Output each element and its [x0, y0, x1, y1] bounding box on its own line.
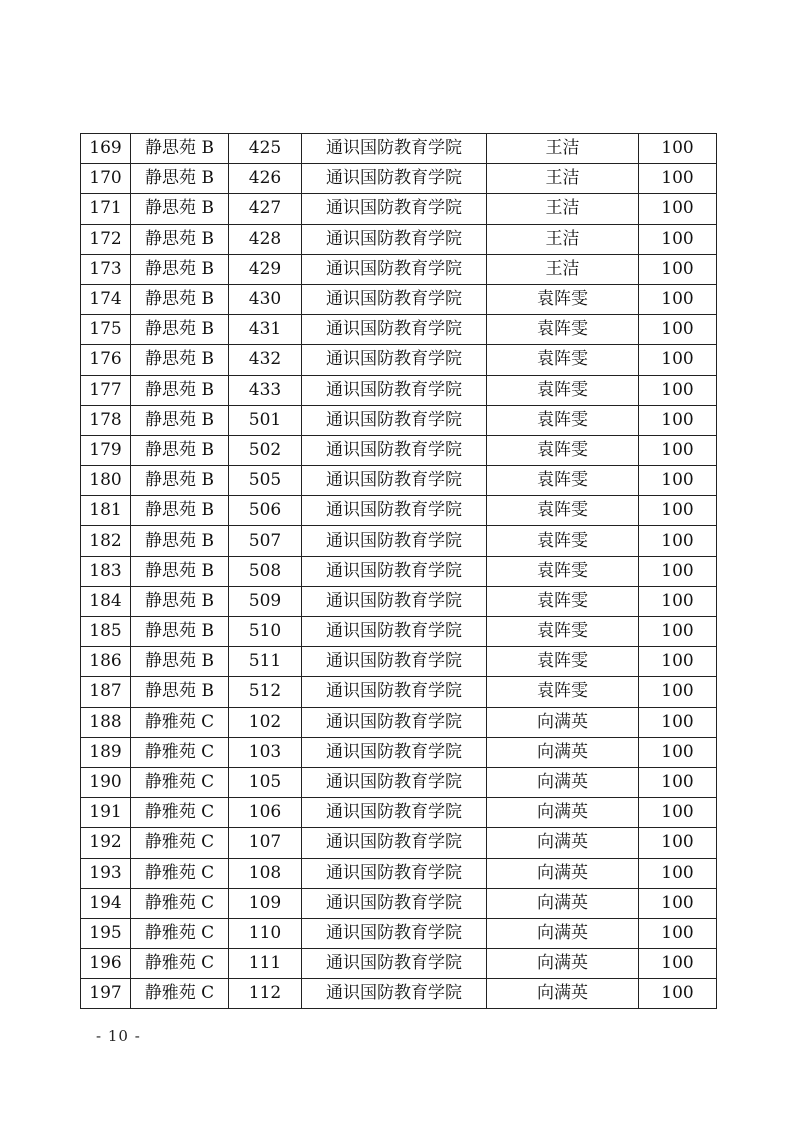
room-number-cell: 506: [229, 496, 302, 526]
person-cell: 向满英: [487, 858, 639, 888]
room-number-cell: 511: [229, 647, 302, 677]
score-cell: 100: [639, 918, 717, 948]
room-number-cell: 427: [229, 194, 302, 224]
building-cell: 静雅苑 C: [131, 707, 229, 737]
college-cell: 通识国防教育学院: [302, 284, 487, 314]
table-row: [81, 284, 717, 314]
score-cell: 100: [639, 254, 717, 284]
college-cell: 通识国防教育学院: [302, 375, 487, 405]
room-number-cell: 507: [229, 526, 302, 556]
room-number-cell: 510: [229, 617, 302, 647]
building-cell: 静雅苑 C: [131, 918, 229, 948]
building-cell: 静雅苑 C: [131, 858, 229, 888]
person-cell: 袁阵雯: [487, 466, 639, 496]
room-number-cell: 509: [229, 586, 302, 616]
college-cell: 通识国防教育学院: [302, 224, 487, 254]
building-cell: 静思苑 B: [131, 134, 229, 164]
room-number-cell: 431: [229, 315, 302, 345]
row-number-cell: 185: [81, 617, 131, 647]
table-row: [81, 435, 717, 465]
college-cell: 通识国防教育学院: [302, 617, 487, 647]
room-number-cell: 508: [229, 556, 302, 586]
college-cell: 通识国防教育学院: [302, 798, 487, 828]
building-cell: 静思苑 B: [131, 556, 229, 586]
row-number-cell: 189: [81, 737, 131, 767]
building-cell: 静雅苑 C: [131, 737, 229, 767]
person-cell: 袁阵雯: [487, 526, 639, 556]
table-body: [81, 134, 717, 1009]
row-number-cell: 179: [81, 435, 131, 465]
person-cell: 向满英: [487, 828, 639, 858]
building-cell: 静思苑 B: [131, 254, 229, 284]
score-cell: 100: [639, 767, 717, 797]
row-number-cell: 170: [81, 164, 131, 194]
table-row: [81, 164, 717, 194]
room-number-cell: 109: [229, 888, 302, 918]
row-number-cell: 196: [81, 949, 131, 979]
row-number-cell: 169: [81, 134, 131, 164]
college-cell: 通识国防教育学院: [302, 858, 487, 888]
score-cell: 100: [639, 526, 717, 556]
room-number-cell: 103: [229, 737, 302, 767]
building-cell: 静思苑 B: [131, 677, 229, 707]
college-cell: 通识国防教育学院: [302, 586, 487, 616]
room-number-cell: 433: [229, 375, 302, 405]
college-cell: 通识国防教育学院: [302, 828, 487, 858]
table-row: [81, 375, 717, 405]
person-cell: 袁阵雯: [487, 586, 639, 616]
row-number-cell: 197: [81, 979, 131, 1009]
person-cell: 向满英: [487, 737, 639, 767]
table-row: [81, 254, 717, 284]
college-cell: 通识国防教育学院: [302, 767, 487, 797]
score-cell: 100: [639, 224, 717, 254]
building-cell: 静思苑 B: [131, 496, 229, 526]
building-cell: 静思苑 B: [131, 194, 229, 224]
person-cell: 王洁: [487, 254, 639, 284]
person-cell: 王洁: [487, 134, 639, 164]
college-cell: 通识国防教育学院: [302, 737, 487, 767]
score-cell: 100: [639, 194, 717, 224]
table-row: [81, 767, 717, 797]
table-row: [81, 556, 717, 586]
score-cell: 100: [639, 858, 717, 888]
college-cell: 通识国防教育学院: [302, 526, 487, 556]
score-cell: 100: [639, 647, 717, 677]
person-cell: 袁阵雯: [487, 315, 639, 345]
row-number-cell: 194: [81, 888, 131, 918]
college-cell: 通识国防教育学院: [302, 405, 487, 435]
table-row: [81, 979, 717, 1009]
table-row: [81, 888, 717, 918]
college-cell: 通识国防教育学院: [302, 979, 487, 1009]
college-cell: 通识国防教育学院: [302, 466, 487, 496]
person-cell: 袁阵雯: [487, 405, 639, 435]
building-cell: 静思苑 B: [131, 224, 229, 254]
college-cell: 通识国防教育学院: [302, 194, 487, 224]
room-number-cell: 505: [229, 466, 302, 496]
room-number-cell: 512: [229, 677, 302, 707]
dormitory-table: [80, 133, 717, 1009]
table-row: [81, 466, 717, 496]
row-number-cell: 184: [81, 586, 131, 616]
college-cell: 通识国防教育学院: [302, 677, 487, 707]
building-cell: 静思苑 B: [131, 586, 229, 616]
room-number-cell: 108: [229, 858, 302, 888]
row-number-cell: 172: [81, 224, 131, 254]
row-number-cell: 181: [81, 496, 131, 526]
room-number-cell: 425: [229, 134, 302, 164]
table-row: [81, 405, 717, 435]
person-cell: 袁阵雯: [487, 677, 639, 707]
page-number: - 10 -: [96, 1027, 141, 1045]
person-cell: 向满英: [487, 767, 639, 797]
person-cell: 向满英: [487, 979, 639, 1009]
table-row: [81, 526, 717, 556]
person-cell: 袁阵雯: [487, 556, 639, 586]
person-cell: 袁阵雯: [487, 617, 639, 647]
score-cell: 100: [639, 707, 717, 737]
score-cell: 100: [639, 737, 717, 767]
building-cell: 静雅苑 C: [131, 888, 229, 918]
building-cell: 静雅苑 C: [131, 949, 229, 979]
college-cell: 通识国防教育学院: [302, 345, 487, 375]
table-row: [81, 345, 717, 375]
table-row: [81, 586, 717, 616]
row-number-cell: 193: [81, 858, 131, 888]
score-cell: 100: [639, 586, 717, 616]
building-cell: 静思苑 B: [131, 466, 229, 496]
row-number-cell: 183: [81, 556, 131, 586]
building-cell: 静思苑 B: [131, 284, 229, 314]
room-number-cell: 112: [229, 979, 302, 1009]
score-cell: 100: [639, 345, 717, 375]
building-cell: 静思苑 B: [131, 435, 229, 465]
row-number-cell: 175: [81, 315, 131, 345]
row-number-cell: 176: [81, 345, 131, 375]
college-cell: 通识国防教育学院: [302, 556, 487, 586]
score-cell: 100: [639, 164, 717, 194]
room-number-cell: 102: [229, 707, 302, 737]
score-cell: 100: [639, 435, 717, 465]
score-cell: 100: [639, 375, 717, 405]
building-cell: 静雅苑 C: [131, 828, 229, 858]
person-cell: 王洁: [487, 194, 639, 224]
table-row: [81, 315, 717, 345]
table-row: [81, 707, 717, 737]
table-row: [81, 194, 717, 224]
score-cell: 100: [639, 134, 717, 164]
person-cell: 王洁: [487, 224, 639, 254]
person-cell: 向满英: [487, 707, 639, 737]
college-cell: 通识国防教育学院: [302, 254, 487, 284]
college-cell: 通识国防教育学院: [302, 949, 487, 979]
college-cell: 通识国防教育学院: [302, 164, 487, 194]
row-number-cell: 186: [81, 647, 131, 677]
building-cell: 静思苑 B: [131, 375, 229, 405]
score-cell: 100: [639, 617, 717, 647]
person-cell: 向满英: [487, 888, 639, 918]
building-cell: 静雅苑 C: [131, 798, 229, 828]
person-cell: 向满英: [487, 949, 639, 979]
table-row: [81, 496, 717, 526]
table-row: [81, 828, 717, 858]
table-row: [81, 224, 717, 254]
building-cell: 静思苑 B: [131, 647, 229, 677]
row-number-cell: 195: [81, 918, 131, 948]
score-cell: 100: [639, 828, 717, 858]
building-cell: 静雅苑 C: [131, 979, 229, 1009]
building-cell: 静思苑 B: [131, 617, 229, 647]
building-cell: 静思苑 B: [131, 526, 229, 556]
person-cell: 袁阵雯: [487, 345, 639, 375]
person-cell: 袁阵雯: [487, 647, 639, 677]
person-cell: 袁阵雯: [487, 496, 639, 526]
room-number-cell: 110: [229, 918, 302, 948]
building-cell: 静思苑 B: [131, 345, 229, 375]
room-number-cell: 105: [229, 767, 302, 797]
table-row: [81, 858, 717, 888]
row-number-cell: 180: [81, 466, 131, 496]
score-cell: 100: [639, 284, 717, 314]
score-cell: 100: [639, 677, 717, 707]
person-cell: 袁阵雯: [487, 435, 639, 465]
person-cell: 向满英: [487, 918, 639, 948]
college-cell: 通识国防教育学院: [302, 134, 487, 164]
score-cell: 100: [639, 496, 717, 526]
score-cell: 100: [639, 466, 717, 496]
row-number-cell: 171: [81, 194, 131, 224]
row-number-cell: 182: [81, 526, 131, 556]
score-cell: 100: [639, 556, 717, 586]
table-row: [81, 647, 717, 677]
table-row: [81, 617, 717, 647]
college-cell: 通识国防教育学院: [302, 918, 487, 948]
table-row: [81, 949, 717, 979]
table-row: [81, 798, 717, 828]
college-cell: 通识国防教育学院: [302, 707, 487, 737]
room-number-cell: 111: [229, 949, 302, 979]
room-number-cell: 429: [229, 254, 302, 284]
person-cell: 袁阵雯: [487, 284, 639, 314]
table-row: [81, 918, 717, 948]
room-number-cell: 107: [229, 828, 302, 858]
score-cell: 100: [639, 949, 717, 979]
table-row: [81, 677, 717, 707]
building-cell: 静雅苑 C: [131, 767, 229, 797]
building-cell: 静思苑 B: [131, 315, 229, 345]
room-number-cell: 501: [229, 405, 302, 435]
person-cell: 袁阵雯: [487, 375, 639, 405]
room-number-cell: 428: [229, 224, 302, 254]
row-number-cell: 178: [81, 405, 131, 435]
score-cell: 100: [639, 315, 717, 345]
person-cell: 向满英: [487, 798, 639, 828]
table-row: [81, 134, 717, 164]
row-number-cell: 187: [81, 677, 131, 707]
room-number-cell: 432: [229, 345, 302, 375]
room-number-cell: 430: [229, 284, 302, 314]
score-cell: 100: [639, 798, 717, 828]
college-cell: 通识国防教育学院: [302, 496, 487, 526]
score-cell: 100: [639, 979, 717, 1009]
score-cell: 100: [639, 888, 717, 918]
row-number-cell: 174: [81, 284, 131, 314]
person-cell: 王洁: [487, 164, 639, 194]
building-cell: 静思苑 B: [131, 405, 229, 435]
college-cell: 通识国防教育学院: [302, 888, 487, 918]
college-cell: 通识国防教育学院: [302, 315, 487, 345]
row-number-cell: 177: [81, 375, 131, 405]
row-number-cell: 192: [81, 828, 131, 858]
table-row: [81, 737, 717, 767]
building-cell: 静思苑 B: [131, 164, 229, 194]
room-number-cell: 426: [229, 164, 302, 194]
college-cell: 通识国防教育学院: [302, 435, 487, 465]
row-number-cell: 191: [81, 798, 131, 828]
room-number-cell: 502: [229, 435, 302, 465]
row-number-cell: 190: [81, 767, 131, 797]
score-cell: 100: [639, 405, 717, 435]
college-cell: 通识国防教育学院: [302, 647, 487, 677]
row-number-cell: 188: [81, 707, 131, 737]
row-number-cell: 173: [81, 254, 131, 284]
room-number-cell: 106: [229, 798, 302, 828]
